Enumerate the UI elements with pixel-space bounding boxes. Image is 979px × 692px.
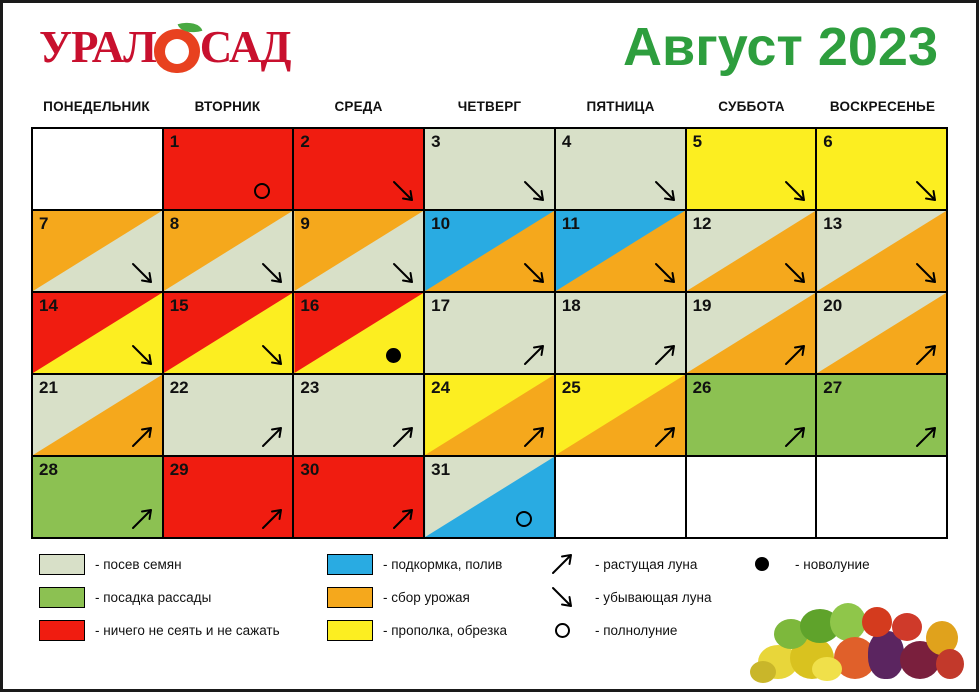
legend-color-swatch	[39, 620, 85, 641]
legend-item	[539, 553, 739, 575]
waning-moon-icon	[521, 178, 547, 204]
waxing-moon-icon	[259, 424, 285, 450]
day-number: 14	[39, 296, 58, 315]
waxing-moon-icon	[782, 342, 808, 368]
waning-moon-icon	[782, 260, 808, 286]
day-number: 16	[300, 296, 320, 315]
calendar-day-cell[interactable]	[33, 211, 164, 293]
waxing-moon-icon	[652, 342, 678, 368]
calendar-day-cell[interactable]	[687, 211, 818, 293]
legend-item	[327, 586, 539, 608]
waxing-moon-icon	[129, 424, 155, 450]
waning-moon-icon	[259, 260, 285, 286]
legend-label: - ничего не сеять и не сажать	[95, 622, 280, 638]
day-number: 9	[300, 214, 310, 233]
legend-label: - посадка рассады	[95, 589, 212, 605]
day-number: 10	[431, 214, 451, 233]
legend-item	[739, 553, 919, 575]
waxing-moon-icon	[913, 342, 939, 368]
calendar-day-cell[interactable]	[33, 457, 164, 539]
legend-label: - новолуние	[795, 556, 870, 572]
weekday-mon: ПОНЕДЕЛЬНИК	[43, 98, 150, 114]
calendar-day-cell[interactable]	[687, 129, 818, 211]
day-number: 8	[169, 214, 180, 233]
calendar-day-cell[interactable]	[425, 375, 556, 457]
cell-background	[33, 129, 162, 209]
waxing-moon-icon	[129, 506, 155, 532]
legend-label: - сбор урожая	[383, 589, 470, 605]
calendar-day-cell[interactable]	[556, 375, 687, 457]
waxing-moon-icon	[539, 554, 585, 575]
day-number: 13	[823, 214, 843, 233]
calendar-day-cell[interactable]	[164, 211, 295, 293]
calendar-day-cell[interactable]	[164, 293, 295, 375]
waning-moon-icon	[129, 260, 155, 286]
day-number: 28	[39, 460, 58, 479]
waxing-moon-icon	[390, 424, 416, 450]
legend-color-swatch	[39, 554, 85, 575]
weekday-header-row	[3, 91, 976, 121]
cell-background	[556, 457, 685, 537]
waning-moon-icon	[259, 342, 285, 368]
day-number: 31	[431, 460, 451, 479]
waning-moon-icon	[652, 178, 678, 204]
waning-moon-icon	[521, 260, 547, 286]
calendar-day-cell[interactable]	[164, 129, 295, 211]
apple-icon	[152, 21, 204, 73]
legend-item	[39, 553, 327, 575]
calendar-grid	[31, 127, 948, 539]
calendar-day-cell[interactable]	[294, 211, 425, 293]
waxing-moon-icon	[521, 342, 547, 368]
waxing-moon-icon	[390, 506, 416, 532]
calendar-empty-cell	[556, 457, 687, 539]
calendar-day-cell[interactable]	[33, 375, 164, 457]
calendar-day-cell[interactable]	[425, 293, 556, 375]
calendar-day-cell[interactable]	[556, 211, 687, 293]
legend-label: - полнолуние	[595, 622, 678, 638]
legend-label: - убывающая луна	[595, 589, 712, 605]
day-number: 30	[300, 460, 320, 479]
calendar-day-cell[interactable]	[294, 129, 425, 211]
waning-moon-icon	[539, 587, 585, 608]
page-header	[3, 3, 976, 91]
calendar-day-cell[interactable]	[687, 375, 818, 457]
new-moon-icon	[739, 554, 785, 575]
weekday-sun: ВОСКРЕСЕНЬЕ	[829, 98, 936, 114]
day-number: 17	[431, 296, 451, 315]
calendar-day-cell[interactable]	[556, 293, 687, 375]
calendar-empty-cell	[33, 129, 164, 211]
legend-item	[327, 619, 539, 641]
calendar-empty-cell	[687, 457, 818, 539]
calendar-day-cell[interactable]	[817, 211, 948, 293]
calendar-day-cell[interactable]	[425, 129, 556, 211]
weekday-fri: ПЯТНИЦА	[586, 98, 655, 114]
calendar-day-cell[interactable]	[556, 129, 687, 211]
legend-label: - подкормка, полив	[383, 556, 503, 572]
calendar-day-cell[interactable]	[425, 457, 556, 539]
waning-moon-icon	[652, 260, 678, 286]
day-number: 5	[692, 132, 703, 151]
legend-item	[539, 586, 739, 608]
day-number: 24	[431, 378, 451, 397]
weekday-thu: ЧЕТВЕРГ	[457, 98, 522, 114]
legend-label: - посев семян	[95, 556, 182, 572]
calendar-day-cell[interactable]	[817, 375, 948, 457]
waning-moon-icon	[129, 342, 155, 368]
weekday-sat: СУББОТА	[718, 98, 785, 114]
calendar-day-cell[interactable]	[33, 293, 164, 375]
calendar-day-cell[interactable]	[687, 293, 818, 375]
day-number: 15	[169, 296, 189, 315]
waxing-moon-icon	[782, 424, 808, 450]
legend-color-swatch	[327, 587, 373, 608]
day-number: 2	[300, 132, 310, 151]
day-number: 11	[561, 214, 580, 233]
legend-column-2	[327, 553, 539, 641]
day-number: 18	[561, 296, 581, 315]
day-number: 21	[39, 378, 58, 397]
day-number: 12	[692, 214, 712, 233]
waning-moon-icon	[782, 178, 808, 204]
waxing-moon-icon	[652, 424, 678, 450]
day-number: 27	[823, 378, 843, 397]
calendar-day-cell[interactable]	[164, 375, 295, 457]
waning-moon-icon	[913, 260, 939, 286]
waning-moon-icon	[913, 178, 939, 204]
calendar-day-cell[interactable]	[294, 457, 425, 539]
waxing-moon-icon	[259, 506, 285, 532]
day-number: 19	[692, 296, 712, 315]
waning-moon-icon	[390, 260, 416, 286]
calendar-day-cell[interactable]	[294, 375, 425, 457]
cell-background	[687, 457, 816, 537]
full-moon-icon	[539, 620, 585, 641]
day-number: 29	[169, 460, 189, 479]
waxing-moon-icon	[913, 424, 939, 450]
brand-text-right: САД	[199, 21, 291, 72]
day-number: 6	[823, 132, 833, 151]
cell-background	[164, 129, 293, 209]
day-number: 26	[692, 378, 712, 397]
day-number: 25	[561, 378, 581, 397]
legend-item	[39, 619, 327, 641]
legend-color-swatch	[327, 620, 373, 641]
legend-item	[539, 619, 739, 641]
calendar-day-cell[interactable]	[294, 293, 425, 375]
day-number: 1	[169, 132, 180, 151]
calendar-day-cell[interactable]	[425, 211, 556, 293]
full-moon-icon	[516, 511, 532, 527]
day-number: 23	[300, 378, 320, 397]
day-number: 22	[169, 378, 189, 397]
legend-column-3	[539, 553, 739, 641]
calendar-day-cell[interactable]	[164, 457, 295, 539]
vegetables-photo	[750, 597, 966, 683]
legend-label: - прополка, обрезка	[383, 622, 508, 638]
legend-color-swatch	[327, 554, 373, 575]
day-number: 3	[431, 132, 441, 151]
day-number: 20	[823, 296, 843, 315]
day-number: 4	[561, 132, 572, 151]
legend-item	[327, 553, 539, 575]
calendar-empty-cell	[817, 457, 948, 539]
calendar-day-cell[interactable]	[817, 293, 948, 375]
page-title: Август 2023	[623, 17, 938, 77]
legend-label: - растущая луна	[595, 556, 698, 572]
legend-column-1	[39, 553, 327, 641]
weekday-wed: СРЕДА	[334, 98, 383, 114]
day-number: 7	[39, 214, 49, 233]
calendar-day-cell[interactable]	[817, 129, 948, 211]
cell-background	[817, 457, 946, 537]
brand-text-left: УРАЛ	[39, 21, 156, 72]
calendar-grid-wrapper	[3, 121, 976, 539]
legend-color-swatch	[39, 587, 85, 608]
waning-moon-icon	[390, 178, 416, 204]
legend-item	[39, 586, 327, 608]
brand-logo	[39, 17, 291, 77]
waxing-moon-icon	[521, 424, 547, 450]
weekday-tue: ВТОРНИК	[194, 98, 261, 114]
